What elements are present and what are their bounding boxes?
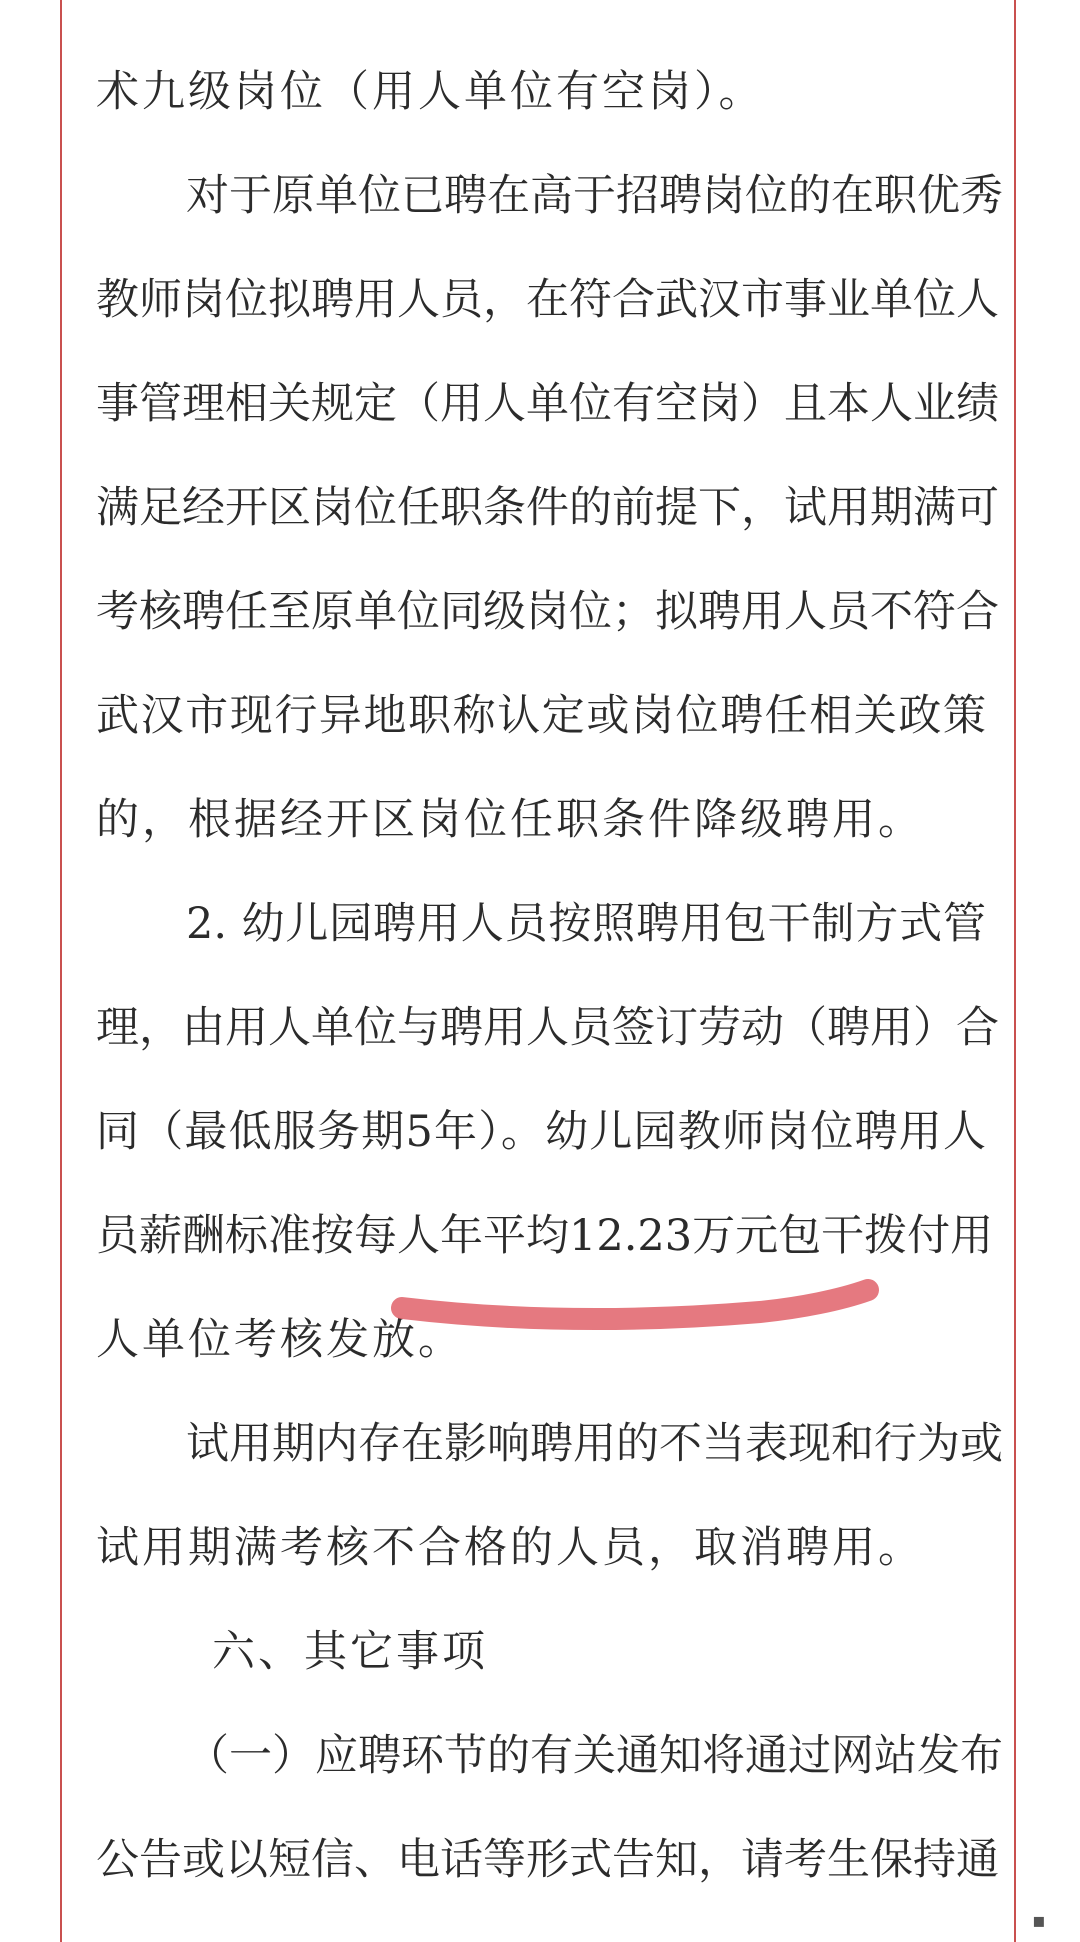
text-line: 对于原单位已聘在高于招聘岗位的在职优秀	[186, 171, 1003, 221]
text-line: 理，由用人单位与聘用人员签订劳动（聘用）合	[96, 1003, 999, 1053]
text-line: 考核聘任至原单位同级岗位；拟聘用人员不符合	[96, 587, 999, 637]
text-line: 的，根据经开区岗位任职条件降级聘用。	[96, 795, 924, 845]
text-line: 试用期内存在影响聘用的不当表现和行为或	[186, 1419, 1003, 1469]
text-line: （一）应聘环节的有关通知将通过网站发布	[186, 1731, 1003, 1781]
page-border-right	[1014, 0, 1016, 1942]
text-line: 同（最低服务期5年）。幼儿园教师岗位聘用人	[96, 1107, 986, 1157]
text-line: 2. 幼儿园聘用人员按照聘用包干制方式管	[186, 899, 986, 949]
text-line: 人单位考核发放。	[96, 1315, 464, 1365]
text-line: 员薪酬标准按每人年平均12.23万元包干拨付用	[96, 1211, 994, 1261]
text-line: 事管理相关规定（用人单位有空岗）且本人业绩	[96, 379, 999, 429]
text-line: 教师岗位拟聘用人员，在符合武汉市事业单位人	[96, 275, 999, 325]
section-heading: 六、其它事项	[212, 1627, 488, 1677]
cut-off-line-top	[96, 0, 986, 4]
page-border-left	[60, 0, 62, 1942]
text-line: 试用期满考核不合格的人员，取消聘用。	[96, 1523, 924, 1573]
text-line: 满足经开区岗位任职条件的前提下，试用期满可	[96, 483, 999, 533]
text-line: 武汉市现行异地职称认定或岗位聘任相关政策	[96, 691, 986, 741]
corner-mark-icon: ▪	[1032, 1908, 1046, 1932]
text-line: 公告或以短信、电话等形式告知，请考生保持通	[96, 1835, 999, 1885]
text-line: 术九级岗位（用人单位有空岗）。	[96, 67, 765, 117]
